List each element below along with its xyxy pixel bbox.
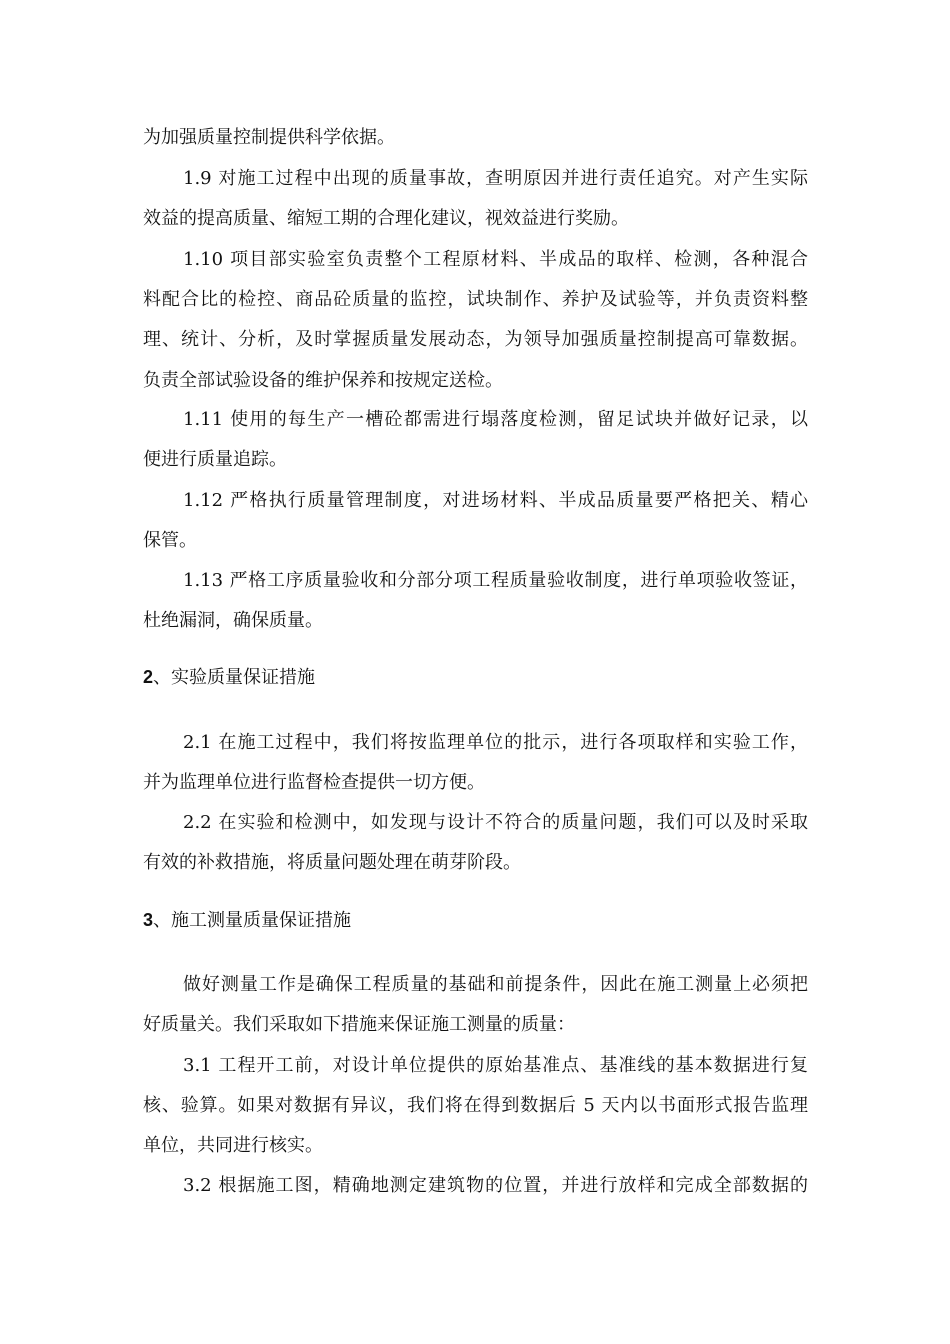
paragraph-line: 为加强质量控制提供科学依据。 [143,127,395,148]
paragraph-1-12-line-1: 1.12 严格执行质量管理制度，对进场材料、半成品质量要严格把关、精心 [183,490,808,511]
paragraph-1-12-line-2: 保管。 [143,530,197,551]
paragraph-1-11-line-2: 便进行质量追踪。 [143,449,287,470]
paragraph-3-intro-line-2: 好质量关。我们采取如下措施来保证施工测量的质量： [143,1014,575,1035]
paragraph-1-9-line-2: 效益的提高质量、缩短工期的合理化建议，视效益进行奖励。 [143,208,629,229]
section-number: 3 [143,910,154,930]
paragraph-2-2-line-1: 2.2 在实验和检测中，如发现与设计不符合的质量问题，我们可以及时采取 [183,812,808,833]
paragraph-2-2-line-2: 有效的补救措施，将质量问题处理在萌芽阶段。 [143,852,521,873]
paragraph-1-9-line-1: 1.9 对施工过程中出现的质量事故，查明原因并进行责任追究。对产生实际 [183,168,808,189]
section-heading-3 [143,908,351,933]
section-title: 、实验质量保证措施 [153,667,316,688]
paragraph-2-1-line-1: 2.1 在施工过程中，我们将按监理单位的批示，进行各项取样和实验工作， [183,732,808,753]
paragraph-3-1-line-2: 核、验算。如果对数据有异议，我们将在得到数据后 5 天内以书面形式报告监理 [143,1095,808,1116]
paragraph-1-13-line-2: 杜绝漏洞，确保质量。 [143,610,323,631]
paragraph-1-10-line-1: 1.10 项目部实验室负责整个工程原材料、半成品的取样、检测，各种混合 [183,249,808,270]
section-heading-2 [143,665,315,690]
paragraph-2-1-line-2: 并为监理单位进行监督检查提供一切方便。 [143,772,485,793]
paragraph-3-1-line-1: 3.1 工程开工前，对设计单位提供的原始基准点、基准线的基本数据进行复 [183,1055,808,1076]
paragraph-1-10-line-3: 理、统计、分析，及时掌握质量发展动态，为领导加强质量控制提高可靠数据。 [143,329,808,350]
section-title: 、施工测量质量保证措施 [153,910,352,931]
section-number: 2 [143,667,154,687]
paragraph-3-1-line-3: 单位，共同进行核实。 [143,1135,323,1156]
paragraph-1-10-line-2: 料配合比的检控、商品砼质量的监控，试块制作、养护及试验等，并负责资料整 [143,289,808,310]
paragraph-1-13-line-1: 1.13 严格工序质量验收和分部分项工程质量验收制度，进行单项验收签证， [183,570,808,591]
paragraph-1-11-line-1: 1.11 使用的每生产一槽砼都需进行塌落度检测，留足试块并做好记录，以 [183,409,808,430]
paragraph-1-10-line-4: 负责全部试验设备的维护保养和按规定送检。 [143,370,503,391]
paragraph-3-2-line-1: 3.2 根据施工图，精确地测定建筑物的位置，并进行放样和完成全部数据的 [183,1175,808,1196]
paragraph-3-intro-line-1: 做好测量工作是确保工程质量的基础和前提条件，因此在施工测量上必须把 [183,974,808,995]
